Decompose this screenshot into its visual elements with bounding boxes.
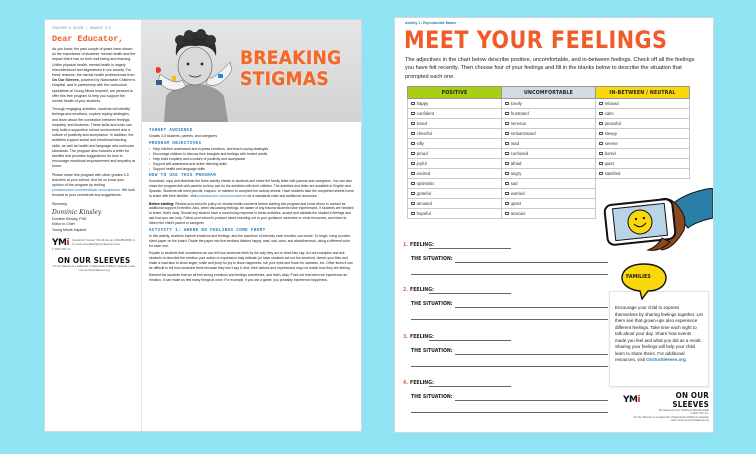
breadcrumb: TEACHER'S GUIDE / GRADES 3-5 <box>52 26 112 30</box>
table-row <box>408 109 690 119</box>
prompt-number: 2. <box>403 287 409 293</box>
program-details <box>149 126 354 286</box>
feeling-option[interactable] <box>502 129 596 139</box>
checkbox[interactable] <box>505 152 509 156</box>
situation-blank-input[interactable] <box>455 307 608 308</box>
feeling-option[interactable] <box>596 149 690 159</box>
checkbox[interactable] <box>505 202 509 206</box>
target-audience-text: Grades 3-5 students, parents, and caregivers <box>149 134 218 138</box>
signer-org: Young Minds Inspired <box>52 227 87 232</box>
checkbox[interactable] <box>411 192 415 196</box>
prompt-number: 4. <box>403 380 409 386</box>
checkbox[interactable] <box>505 212 509 216</box>
checkbox[interactable] <box>599 142 603 146</box>
letter-paragraph-2: Through engaging activities, students will identify feelings and emotions, explore coping strategies, and learn about the connection between feelings, empathy, and kindness. These skills and tools can help build a supportive school environment and a culture of positivity and acceptance. In addition, the activities support social and emotional learning skills, as well as health and language arts curricular standards. The program also includes a letter for families that provides suggestions for how to encourage emotional empowerment and empathy at home. <box>52 107 136 169</box>
prompt-number: 1. <box>403 242 409 248</box>
feeling-option[interactable] <box>408 139 502 149</box>
feeling-label: mad <box>510 141 519 146</box>
checkbox[interactable] <box>505 162 509 166</box>
checkbox[interactable] <box>505 132 509 136</box>
activity-paragraph: Remind the students that we all feel strong emotions and feelings sometimes, and that's okay. Point out that when we experience an emotion, it can make us feel many things at once. For example, if you win a game, you probably experience happiness, <box>149 273 348 283</box>
worksheet-page <box>395 18 713 432</box>
hero-banner <box>142 20 361 122</box>
feeling-label: frustrated <box>510 111 529 116</box>
feeling-prompt-4 <box>403 380 618 416</box>
checkbox[interactable] <box>411 132 415 136</box>
feeling-prompt-1 <box>403 242 618 278</box>
howto-heading: HOW TO USE THIS PROGRAM <box>149 174 216 179</box>
checkbox[interactable] <box>505 172 509 176</box>
feeling-option[interactable] <box>408 99 502 109</box>
closing: Sincerely, <box>52 201 68 206</box>
feeling-option[interactable] <box>502 109 596 119</box>
feeling-label: sleepy <box>604 131 618 136</box>
activity-heading: ACTIVITY 1: WHERE DO FEELINGS COME FROM? <box>149 229 266 234</box>
checkbox[interactable] <box>505 182 509 186</box>
situation-blank-input[interactable] <box>455 354 608 355</box>
program-link[interactable]: ymiclassroom.com/onoursleeves <box>197 194 247 199</box>
feeling-blank-input[interactable] <box>429 386 511 387</box>
table-row <box>408 149 690 159</box>
checkbox[interactable] <box>411 182 415 186</box>
situation-blank-input[interactable] <box>411 319 608 320</box>
checkbox[interactable] <box>411 152 415 156</box>
prompt-number: 3. <box>403 334 409 340</box>
checkbox[interactable] <box>505 102 509 106</box>
objectives-heading: PROGRAM OBJECTIVES <box>149 141 202 146</box>
feeling-label: anxious <box>510 211 526 216</box>
feeling-label: angry <box>510 171 522 176</box>
checkbox[interactable] <box>599 112 603 116</box>
feeling-option[interactable] <box>596 109 690 119</box>
families-label: FAMILIES <box>626 274 651 280</box>
before-starting-text: Before starting: Review your school's policy on mental health concerns before starting this program and know whom to contact for additional support if needed. Also, when discussing feelings, be aware of any trauma students have experienced. If students are hesitant to share, that's okay. Should any student have a concerning response to these activities, accept and validate the student's feelings and ask how you can help. Follow your school's protocol about reaching out to your guidance counselor or crisis resources, and when to inform the child's parent or caregiver. <box>149 201 354 226</box>
feeling-option[interactable] <box>502 179 596 189</box>
feeling-label: sad <box>510 181 518 186</box>
feeling-option[interactable] <box>502 149 596 159</box>
situation-blank-input[interactable] <box>455 400 608 401</box>
feeling-label: nervous <box>510 121 526 126</box>
ymi-contact-block <box>52 238 136 248</box>
checkbox[interactable] <box>411 142 415 146</box>
checkbox[interactable] <box>505 112 509 116</box>
objective-item: • Help build empathy and a culture of positivity and acceptance <box>149 157 354 162</box>
feeling-prompt-3 <box>403 334 618 370</box>
letter-greeting: Dear Educator, <box>52 34 124 44</box>
checkbox[interactable] <box>411 172 415 176</box>
feeling-option[interactable] <box>502 209 596 219</box>
on-our-sleeves-link[interactable]: OnOurSleeves.org <box>646 357 686 362</box>
feeling-label: FEELING: <box>410 287 434 293</box>
feeling-option[interactable] <box>596 139 690 149</box>
table-row <box>408 119 690 129</box>
table-row <box>408 139 690 149</box>
target-audience-heading: TARGET AUDIENCE <box>149 129 193 133</box>
feeling-label: FEELING: <box>410 242 434 248</box>
checkbox[interactable] <box>411 212 415 216</box>
feeling-label: amused <box>416 201 432 206</box>
situation-label: THE SITUATION: <box>411 256 453 262</box>
checkbox[interactable] <box>599 162 603 166</box>
footer-note: On Our Sleeves is a trademark of Nationwide Children's Hospital. Learn more at OnOurSleeves.org <box>52 265 136 272</box>
feeling-label: quiet <box>604 161 614 166</box>
table-row <box>408 99 690 109</box>
objective-item: • Help children understand and express emotions, and teach coping strategies <box>149 147 354 152</box>
feeling-option[interactable] <box>408 189 502 199</box>
checkbox[interactable] <box>599 132 603 136</box>
table-row <box>408 179 690 189</box>
checkbox[interactable] <box>599 122 603 126</box>
checkbox[interactable] <box>505 142 509 146</box>
checkbox[interactable] <box>411 202 415 206</box>
learn-more: Learn more at OnOurSleeves.org <box>670 419 709 423</box>
feeling-label: silly <box>416 141 424 146</box>
feeling-option[interactable] <box>502 159 596 169</box>
educator-letter <box>45 20 142 431</box>
feeling-option[interactable] <box>596 99 690 109</box>
objectives-list <box>149 147 354 172</box>
table-row <box>408 169 690 179</box>
column-header-uncomfortable: UNCOMFORTABLE <box>502 87 596 99</box>
situation-blank-input[interactable] <box>411 412 608 413</box>
situation-label: THE SITUATION: <box>411 348 453 354</box>
feeling-label: confused <box>510 151 529 156</box>
checkbox[interactable] <box>599 102 603 106</box>
feeling-label: confident <box>416 111 435 116</box>
signer-name: Dominic Kinsley, PhD <box>52 217 87 222</box>
feeling-blank-input[interactable] <box>429 248 511 249</box>
feeling-option[interactable] <box>408 199 502 209</box>
on-our-sleeves-logo: ON OUR SLEEVES <box>57 256 131 266</box>
feeling-option[interactable] <box>408 129 502 139</box>
feedback-link[interactable]: ymiclassroom.com/feedback-onoursleeves <box>52 188 120 193</box>
feeling-option[interactable] <box>502 199 596 209</box>
families-tip-box: Encourage your child to express themselves by sharing feelings together. Let them see that grown-ups also experience different feelings. Take time each night to talk about your day. Share how events made you feel and what you did as a result. Sharing your feelings will help your child learn to share theirs. For additional resources, visit OnOurSleeves.org. <box>609 291 709 387</box>
objective-item: • Support self-awareness and active listening skills <box>149 162 354 167</box>
situation-blank-input[interactable] <box>411 274 608 275</box>
copyright: © 2022 YMI, Inc. <box>689 412 709 416</box>
feeling-option[interactable] <box>408 169 502 179</box>
checkbox[interactable] <box>411 162 415 166</box>
feeling-label: cheerful <box>416 131 432 136</box>
situation-label: THE SITUATION: <box>411 301 453 307</box>
activity-paragraph: Explain to students that sometimes we can tell how someone feels by the way they act or what they say. Act out examples and ask students to describe the emotion your action or expression may indicate (or have students act out the emotion): clench your fists and make a mad face to show anger; smile and jump for joy to show happiness; rub your eyes and frown for sadness, etc. Other times it can be difficult to tell how someone feels because they don't say it. And, their actions and expressions may not match how they are feeling. <box>149 251 353 271</box>
feeling-option[interactable] <box>408 149 502 159</box>
checkbox[interactable] <box>505 192 509 196</box>
on-our-sleeves-logo: ON OUR SLEEVES <box>672 391 709 409</box>
feeling-label: relaxed <box>604 101 619 106</box>
situation-blank-input[interactable] <box>411 366 608 367</box>
feeling-label: upset <box>510 201 522 206</box>
teacher-guide-page <box>45 20 361 431</box>
tagline: The Movement For Children's Mental Health <box>658 409 709 412</box>
howto-text: Download, copy and distribute the three activity sheets to students and share the family letter with parents and caregivers. You can also share the program link with parents so they can do the activities with their children. The activities and letter are available in English and Spanish. Students will need pencils, crayons, or markers to complete the activity sheets. Have students take the completed sheets home to share with their families. Visit ymiclassroom.com/onoursleeves for a standards chart and additional resources. <box>149 179 354 199</box>
feeling-label: hopeful <box>416 211 431 216</box>
feeling-label: lonely <box>510 101 522 106</box>
activity-paragraph: In this activity, students explore emotions and feelings, and the spectrum of intensity each emotion can evoke. To begin, hang a poster-sized paper on the board. Divide the paper into five sections labeled happy, mad, sad, calm, and afraid/nervous, using a different color for each one. <box>149 234 352 248</box>
speech-bubble-icon <box>620 262 668 300</box>
feeling-label: calm <box>604 111 614 116</box>
feeling-option[interactable] <box>596 119 690 129</box>
feeling-label: joyful <box>416 161 427 166</box>
feeling-option[interactable] <box>502 139 596 149</box>
checkbox[interactable] <box>411 112 415 116</box>
feeling-option[interactable] <box>408 109 502 119</box>
child-illustration-icon <box>156 26 234 122</box>
feeling-prompt-2 <box>403 287 618 323</box>
feeling-label: loved <box>416 121 427 126</box>
checkbox[interactable] <box>599 152 603 156</box>
checkbox[interactable] <box>411 102 415 106</box>
feeling-option[interactable] <box>502 99 596 109</box>
feeling-option[interactable] <box>596 129 690 139</box>
checkbox[interactable] <box>411 122 415 126</box>
feeling-label: proud <box>416 151 428 156</box>
feeling-label: afraid <box>510 161 522 166</box>
ymi-copyright: © 2022 YMI, Inc. <box>52 247 72 251</box>
feeling-label: happy <box>416 101 429 106</box>
checkbox[interactable] <box>505 122 509 126</box>
worksheet-title: MEET YOUR FEELINGS <box>404 26 668 54</box>
feeling-label: grateful <box>416 191 431 196</box>
objective-item: • Support health and language skills <box>149 167 354 172</box>
feeling-option[interactable] <box>408 119 502 129</box>
feeling-option[interactable] <box>502 119 596 129</box>
signature: Dominic Kinsley <box>52 208 102 216</box>
signer-title: Editor in Chief <box>52 222 75 227</box>
situation-blank-input[interactable] <box>455 262 608 263</box>
worksheet-intro: The adjectives in the chart below describe positive, uncomfortable, and in-between feelings. Check off all the feelings you have felt recently. Then choose four of your feelings and fill in the blanks below to describe the situation that prompted each one. <box>405 57 695 80</box>
feeling-option[interactable] <box>408 209 502 219</box>
feeling-label: embarrassed <box>510 131 536 136</box>
worksheet-footer <box>623 391 709 423</box>
feeling-label: optimistic <box>416 181 435 186</box>
feeling-option[interactable] <box>408 179 502 189</box>
hero-title: BREAKING STIGMAS <box>240 47 342 90</box>
feeling-blank-input[interactable] <box>429 340 511 341</box>
letter-paragraph-3: Please share this program with other grades 3-5 teachers at your school. And let us know your opinion of the program by visiting ymiclassroom.com/feedback-onoursleeves. We look forward to your comments and suggestions. <box>52 172 135 198</box>
feeling-label: excited <box>416 171 431 176</box>
feeling-blank-input[interactable] <box>429 293 511 294</box>
feeling-label: satisfied <box>604 171 621 176</box>
situation-label: THE SITUATION: <box>411 394 453 400</box>
feeling-option[interactable] <box>502 169 596 179</box>
feeling-label: worried <box>510 191 525 196</box>
breadcrumb: Activity 1 - Reproducible Master <box>405 21 457 25</box>
column-header-positive: POSITIVE <box>408 87 502 99</box>
feeling-option[interactable] <box>502 189 596 199</box>
ymi-logo: YMi <box>52 237 70 248</box>
feeling-option[interactable] <box>596 169 690 179</box>
feeling-label: serene <box>604 141 618 146</box>
table-row <box>408 159 690 169</box>
ymi-logo: YMi <box>623 395 641 405</box>
column-header-neutral: IN-BETWEEN / NEUTRAL <box>596 87 690 99</box>
letter-paragraph-1: As you know, the past couple of years have shown us the importance of students' mental health and the impact that it has on their well-being and learning. Unlike physical health, mental health is largely misunderstood and stigmatized in our society. For these reasons, the mental health professionals from On Our Sleeves, powered by Nationwide Children's Hospital, and in partnership with the curriculum specialists at Young Minds Inspired, are pleased to offer this free program to help you support the mental health of your students. <box>52 47 136 104</box>
trademark: On Our Sleeves' is a trademark of Nationwide Children's Hospital. <box>633 415 709 419</box>
feeling-label: FEELING: <box>410 380 434 386</box>
feeling-label: peaceful <box>604 121 621 126</box>
feeling-option[interactable] <box>596 159 690 169</box>
empty-cell <box>596 179 690 189</box>
ymi-contact: Questions? Contact YMI toll-free at 1-800-859-8005, or by email at feedback@ymiclassroom.com. <box>72 239 136 246</box>
feeling-label: bored <box>604 151 616 156</box>
objective-item: • Encourage children to discuss their thoughts and feelings with trusted adults <box>149 152 354 157</box>
table-row <box>408 129 690 139</box>
feeling-option[interactable] <box>408 159 502 169</box>
feeling-label: FEELING: <box>410 334 434 340</box>
checkbox[interactable] <box>599 172 603 176</box>
